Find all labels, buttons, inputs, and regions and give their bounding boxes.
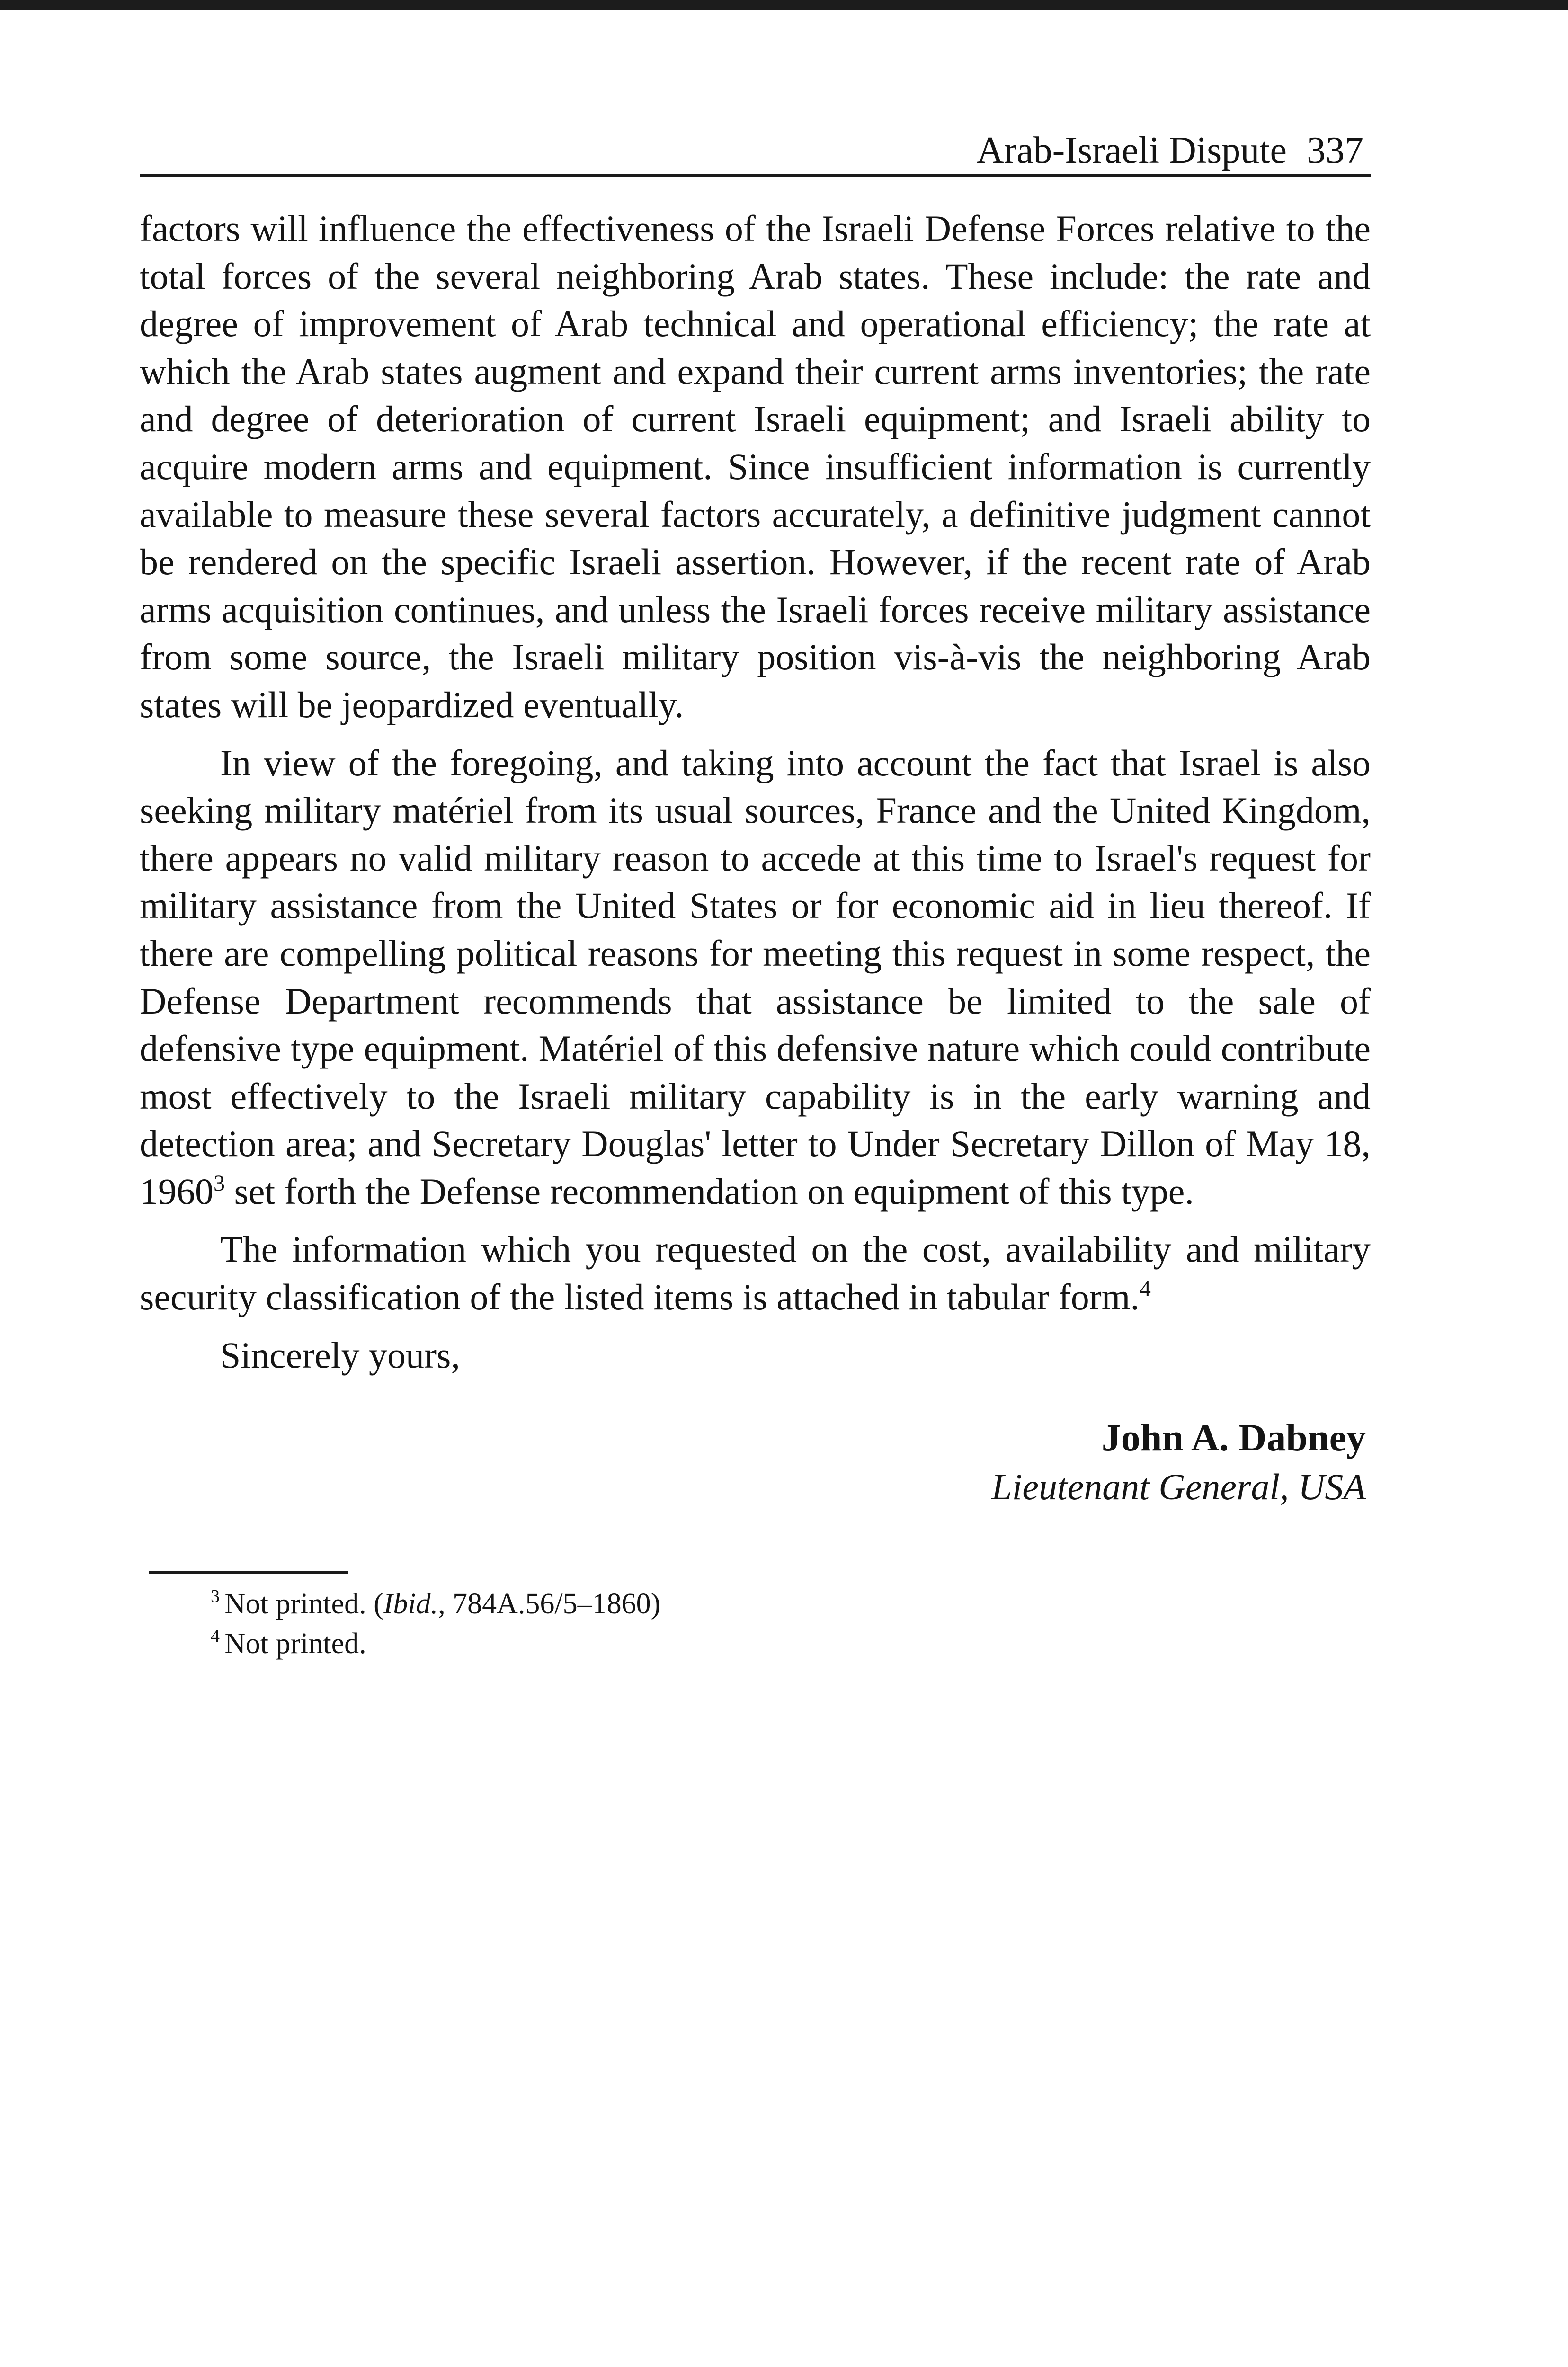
- page-number: 337: [1307, 130, 1363, 171]
- footnote-3-ibid: Ibid.: [383, 1587, 438, 1620]
- footnote-3-marker: 3: [211, 1586, 220, 1606]
- paragraph-2: [140, 739, 1371, 1216]
- footnote-4-marker: 4: [211, 1626, 220, 1646]
- document-page: [140, 118, 1371, 1664]
- paragraph-3-text: The information which you requested on the cost, availability and military security classification of the listed items is attached in tabular form.: [140, 1228, 1371, 1318]
- signatory-name: John A. Dabney: [1101, 1415, 1366, 1459]
- paragraph-3: [140, 1226, 1371, 1321]
- footnote-3-text: Not printed. (: [224, 1587, 383, 1620]
- footnote-3: [211, 1584, 1371, 1624]
- footnote-4-text: Not printed.: [224, 1627, 366, 1660]
- scan-top-edge: [0, 0, 1568, 10]
- running-header-text: [977, 132, 1363, 169]
- footnote-3-citation: , 784A.56/5–1860): [438, 1587, 661, 1620]
- running-header: [140, 118, 1371, 177]
- footnote-4: [211, 1624, 1371, 1664]
- footnote-divider: [149, 1571, 348, 1574]
- paragraph-2-text-b: set forth the Defense recommendation on equipment of this type.: [225, 1170, 1194, 1212]
- running-title: Arab-Israeli Dispute: [976, 130, 1287, 171]
- paragraph-2-text-a: In view of the foregoing, and taking into account the fact that Israel is also seeking military matériel from its usual sources, France and the United Kingdom, there appears no valid military reason to accede at this time to Israel's request for military assistance from the United States or for economic aid in lieu thereof. If there are compelling political reasons for meeting this request in some respect, the Defense Department recommends that assistance be limited to the sale of defensive type equipment. Matériel of this defensive nature which could contribute most effectively to the Israeli military capability is in the early warning and detection area; and Secretary Douglas' letter to Under Secretary Dillon of May 18, 1960: [140, 742, 1371, 1212]
- letter-body: [140, 205, 1371, 1321]
- paragraph-1: factors will influence the effectiveness of the Israeli Defense Forces relative to the total forces of the several neighboring Arab states. These include: the rate and degree of improvement of Arab technical and operational efficiency; the rate at which the Arab states augment and expand their current arms inventories; the rate and degree of deterioration of current Israeli equipment; and Israeli ability to acquire modern arms and equipment. Since insufficient information is currently available to measure these several factors accurately, a definitive judgment cannot be rendered on the specific Israeli assertion. However, if the recent rate of Arab arms acquisition continues, and unless the Israeli forces receive military assistance from some source, the Israeli military position vis-à-vis the neighboring Arab states will be jeopardized eventually.: [140, 208, 1371, 725]
- footnote-ref-3[interactable]: 3: [214, 1170, 225, 1196]
- signatory-title: Lieutenant General, USA: [991, 1466, 1366, 1507]
- closing-salutation: Sincerely yours,: [220, 1334, 460, 1376]
- signature-block: [140, 1412, 1371, 1511]
- footnote-ref-4[interactable]: 4: [1139, 1276, 1151, 1302]
- footnotes: [211, 1584, 1371, 1664]
